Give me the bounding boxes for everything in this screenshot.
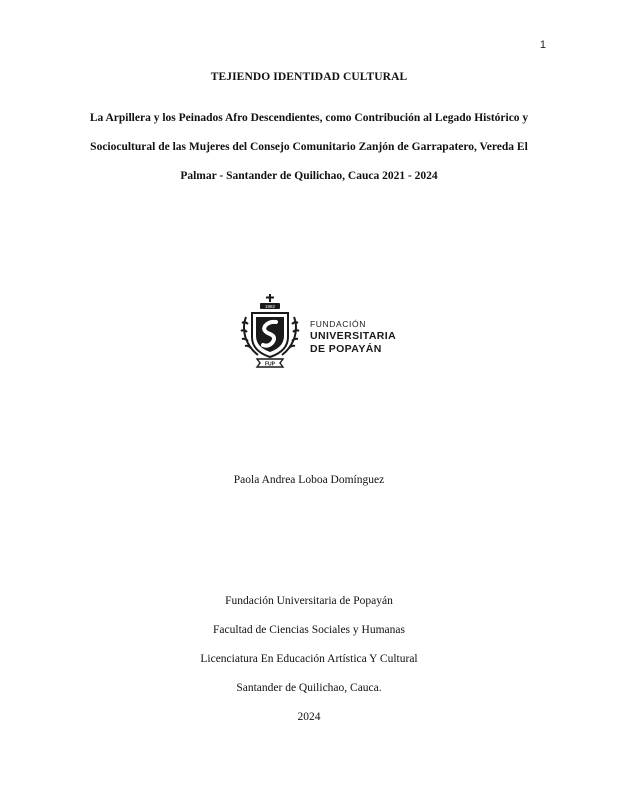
program-name: Licenciatura En Educación Artística Y Cultural — [200, 653, 418, 665]
subtitle-line: Sociocultural de las Mujeres del Consejo Comunitario Zanjón de Garrapatero, Vereda El — [90, 141, 528, 153]
faculty-name: Facultad de Ciencias Sociales y Humanas — [213, 624, 405, 636]
university-logo — [236, 293, 397, 371]
institution-name: Fundación Universitaria de Popayán — [225, 595, 393, 607]
document-title: TEJIENDO IDENTIDAD CULTURAL — [210, 71, 408, 83]
page-number: 1 — [539, 39, 546, 51]
subtitle-line: Palmar - Santander de Quilichao, Cauca 2021 - 2024 — [180, 170, 438, 182]
logo-line-1: FUNDACIÓN — [310, 319, 366, 329]
institution-block — [0, 594, 618, 739]
logo-line-3: DE POPAYÁN — [310, 343, 382, 355]
logo-year: 1982 — [264, 304, 276, 309]
author-name: Paola Andrea Loboa Domínguez — [233, 474, 385, 486]
logo-banner: FUP — [265, 361, 275, 368]
logo-wordmark — [310, 319, 396, 356]
document-subtitle — [60, 104, 558, 191]
subtitle-line: La Arpillera y los Peinados Afro Descendientes, como Contribución al Legado Histórico y — [89, 112, 529, 124]
logo-line-2: UNIVERSITARIA — [310, 330, 397, 342]
year: 2024 — [297, 711, 321, 723]
location: Santander de Quilichao, Cauca. — [236, 682, 382, 694]
university-crest-icon — [236, 293, 306, 371]
